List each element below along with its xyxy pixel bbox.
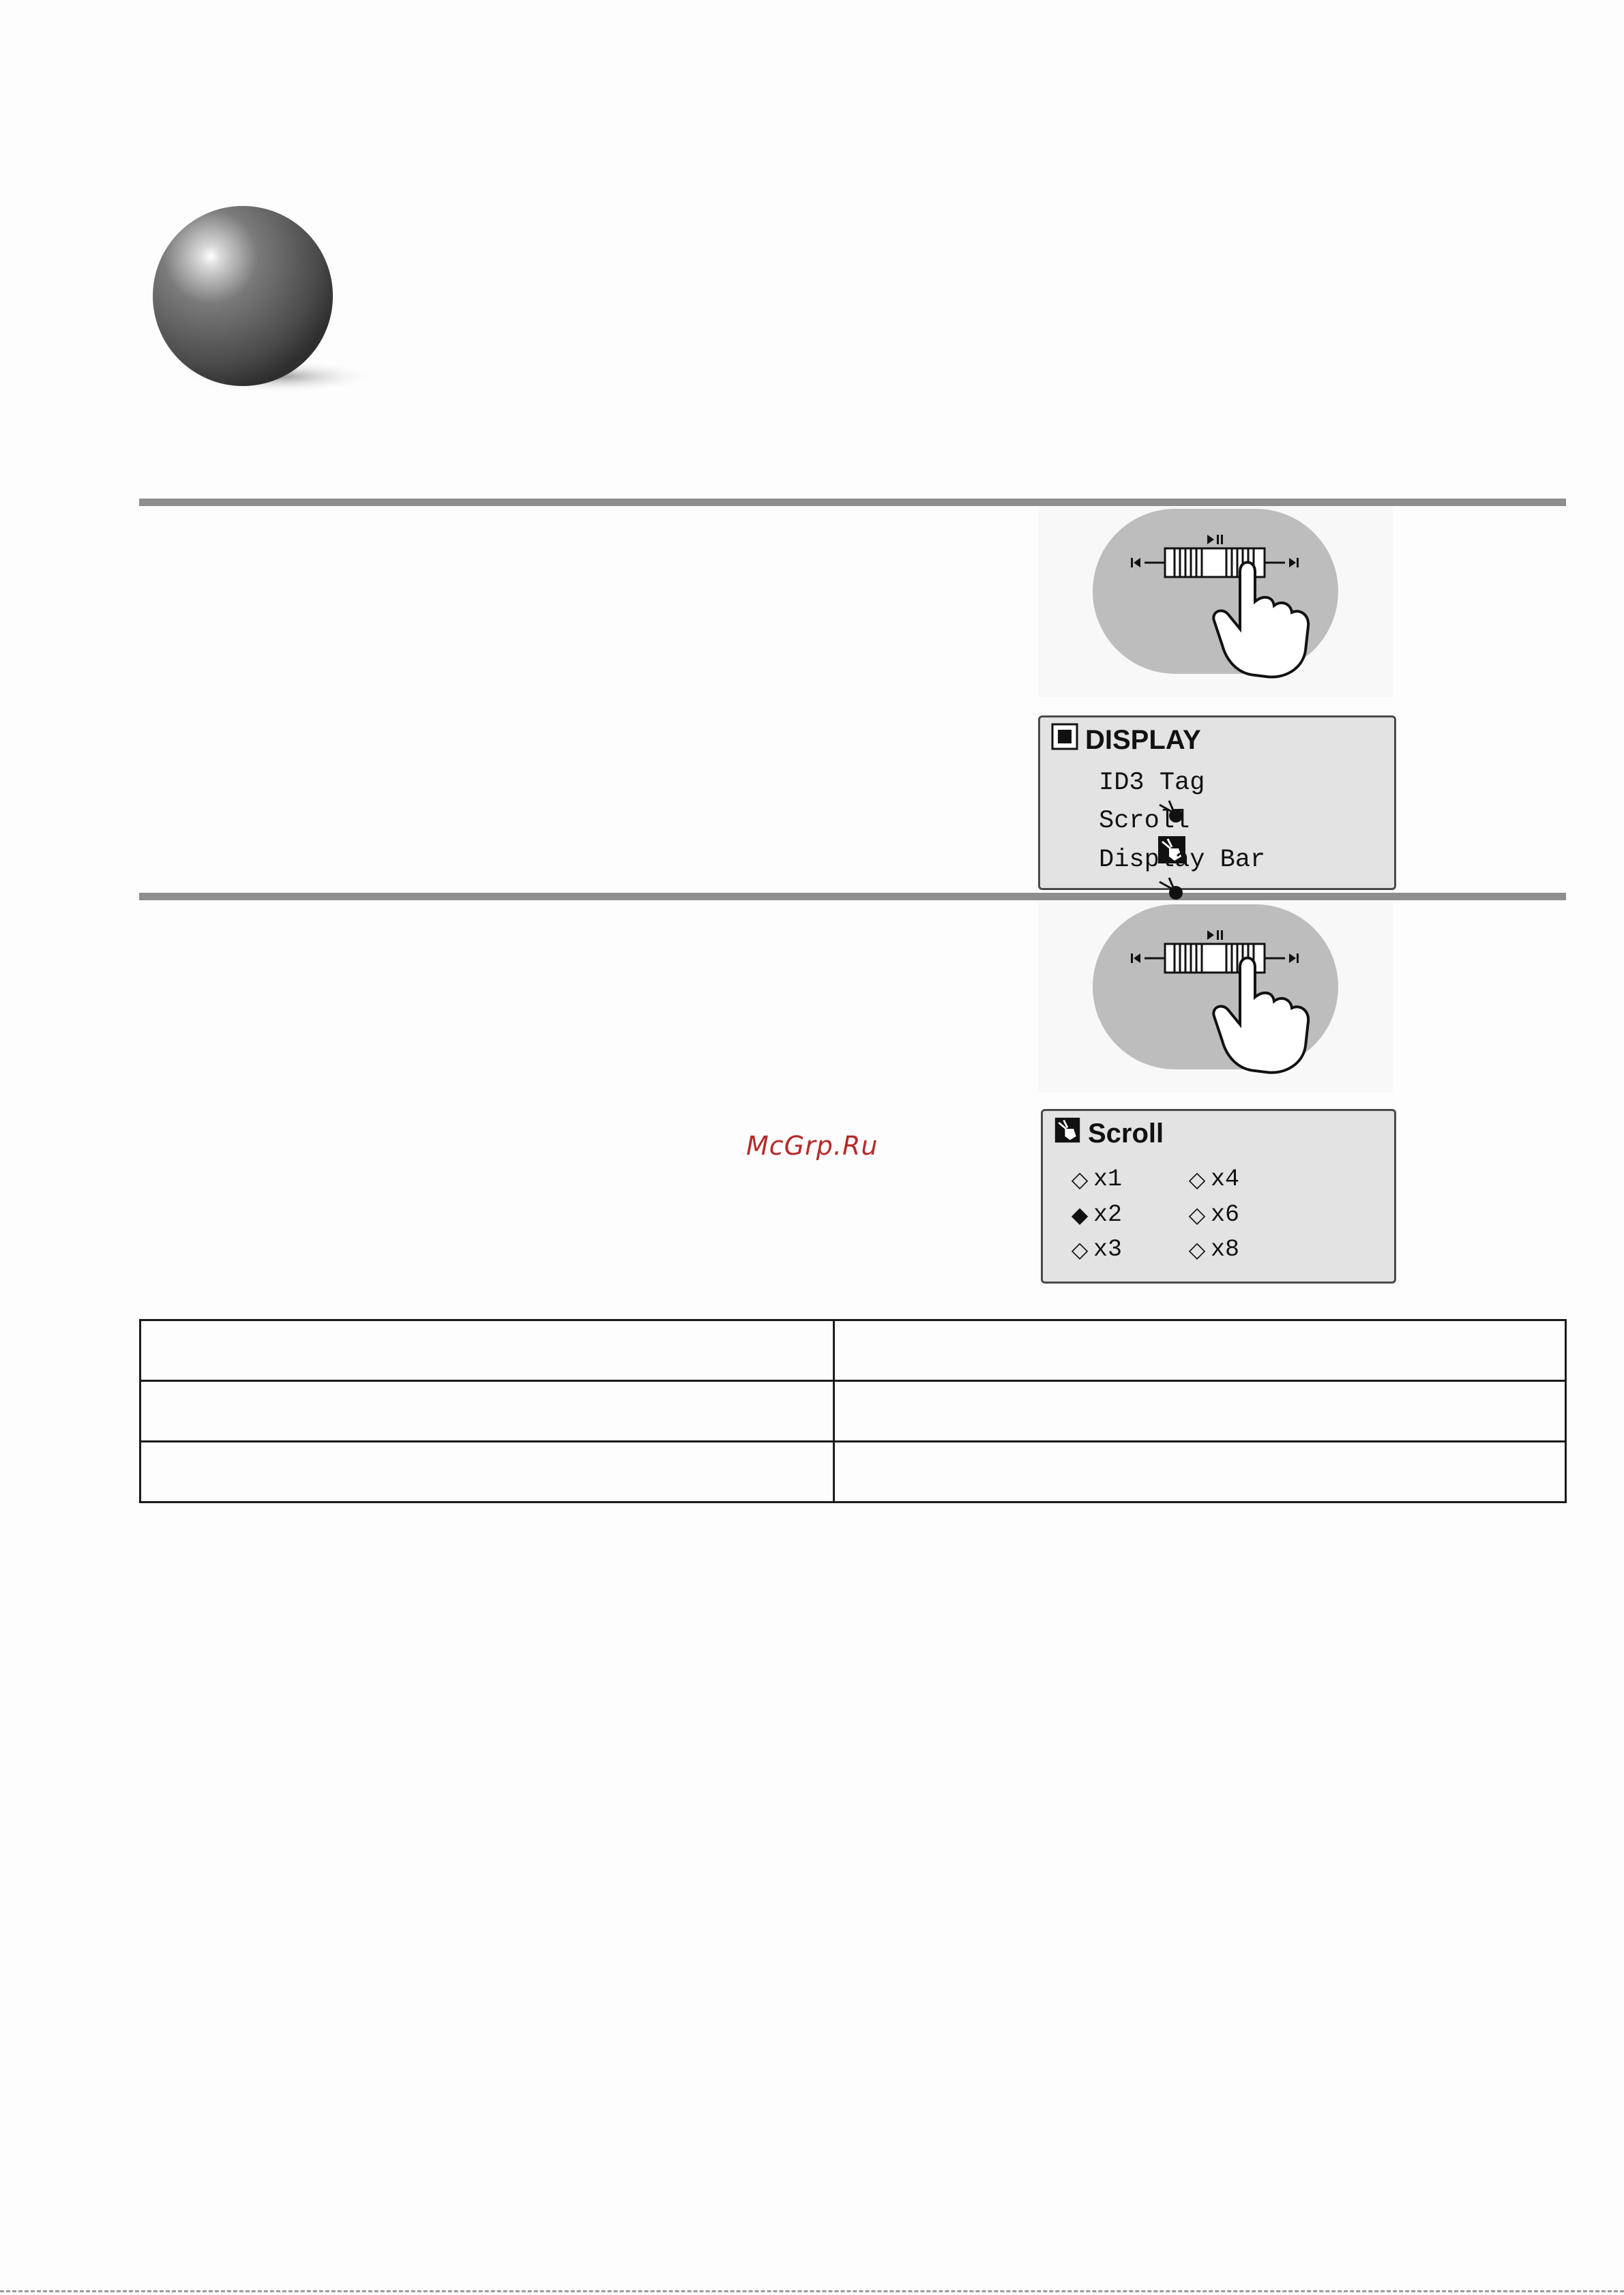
- pointing-hand-icon: [1066, 846, 1096, 874]
- jog-dial-illustration: [1038, 902, 1393, 1093]
- scroll-option-label: x4: [1211, 1166, 1240, 1193]
- page-bottom-divider: [0, 2290, 1624, 2292]
- scroll-option-label: x3: [1093, 1236, 1123, 1263]
- scroll-option-x4[interactable]: [1186, 1166, 1239, 1193]
- selected-hand-icon: [1066, 808, 1096, 835]
- menu-item-id3-tag[interactable]: [1066, 769, 1205, 797]
- table-row: [141, 1320, 1566, 1381]
- scroll-option-x2[interactable]: [1069, 1201, 1122, 1228]
- radio-empty-icon: ◇: [1188, 1237, 1206, 1262]
- selected-hand-icon: [1054, 1116, 1081, 1151]
- radio-empty-icon: ◇: [1071, 1237, 1089, 1262]
- display-menu-header: [1051, 723, 1201, 757]
- watermark-text: McGrp.Ru: [746, 1131, 879, 1161]
- display-menu-screen: [1038, 715, 1396, 890]
- table-cell: [141, 1320, 834, 1381]
- scroll-option-label: x6: [1211, 1201, 1240, 1228]
- settings-table: [139, 1319, 1567, 1503]
- menu-item-display-bar[interactable]: [1066, 846, 1265, 874]
- scroll-menu-header: [1054, 1116, 1164, 1151]
- menu-item-label: Display Bar: [1099, 846, 1266, 874]
- table-cell: [834, 1320, 1566, 1381]
- display-menu-title: DISPLAY: [1085, 724, 1201, 755]
- scroll-option-x1[interactable]: [1069, 1166, 1122, 1193]
- scroll-option-x3[interactable]: [1069, 1236, 1122, 1263]
- radio-empty-icon: ◇: [1188, 1202, 1206, 1228]
- table-row: [141, 1442, 1566, 1502]
- radio-filled-icon: ◆: [1071, 1202, 1089, 1228]
- stop-square-icon: [1051, 723, 1078, 757]
- section-rule-top: [139, 499, 1566, 506]
- radio-empty-icon: ◇: [1188, 1166, 1206, 1192]
- table-cell: [141, 1442, 834, 1502]
- table-cell: [834, 1381, 1566, 1442]
- scroll-option-label: x8: [1211, 1236, 1240, 1263]
- jog-dial-illustration: [1038, 506, 1393, 697]
- section-rule-middle: [139, 893, 1566, 900]
- table-row: [141, 1381, 1566, 1442]
- scroll-option-x8[interactable]: [1186, 1236, 1239, 1263]
- table-cell: [141, 1381, 834, 1442]
- radio-empty-icon: ◇: [1071, 1166, 1089, 1192]
- scroll-option-x6[interactable]: [1186, 1201, 1239, 1228]
- sphere-graphic: [143, 198, 375, 402]
- menu-item-scroll[interactable]: [1066, 807, 1190, 835]
- scroll-option-label: x1: [1093, 1166, 1123, 1193]
- pointing-hand-icon: [1066, 769, 1096, 797]
- table-cell: [834, 1442, 1566, 1502]
- menu-item-label: Scroll: [1099, 807, 1190, 835]
- scroll-option-label: x2: [1093, 1201, 1123, 1228]
- scroll-menu-title: Scroll: [1088, 1118, 1164, 1149]
- menu-item-label: ID3 Tag: [1099, 769, 1205, 797]
- scroll-menu-screen: [1041, 1109, 1396, 1284]
